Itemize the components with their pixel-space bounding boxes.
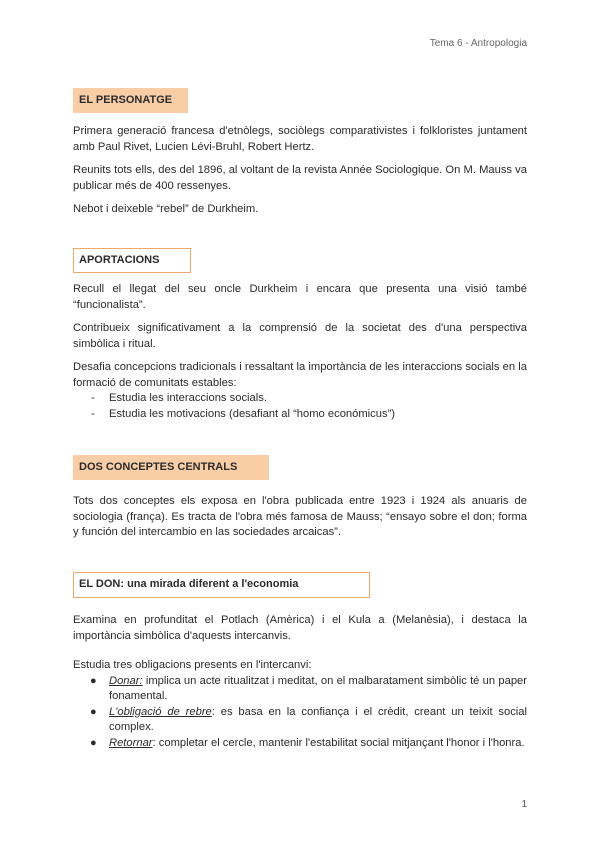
obligation-term: Retornar (109, 736, 153, 749)
paragraph: Desafia concepcions tradicionals i ressaltant la importància de les interaccions socials en la formació de comunitats estables: (73, 361, 527, 389)
list-item (73, 705, 527, 736)
obligation-term: Donar: (109, 674, 143, 687)
section-heading-don: EL DON: una mirada diferent a l'economia (73, 572, 370, 598)
list-item (73, 736, 527, 752)
paragraph: Reunits tots ells, des del 1896, al voltant de la revista Année Sociologique. On M. Mauss va publicar més de 400 ressenyes. (73, 164, 527, 192)
paragraph: Recull el llegat del seu oncle Durkheim i encara que presenta una visió també “funcionalista”. (73, 283, 527, 311)
section-heading-conceptes: DOS CONCEPTES CENTRALS (73, 455, 269, 480)
dash-marker: - (91, 407, 95, 420)
obligation-text: : completar el cercle, mantenir l'estabilitat social mitjançant l'honor i l'honra. (152, 736, 525, 749)
section-body-personatge (73, 124, 527, 218)
list-item (73, 674, 527, 705)
bullet-icon: ● (90, 705, 97, 718)
obligation-text: : es basa en la confiança i el crèdit, creant un teixit social complex. (109, 705, 528, 733)
page-number: 1 (521, 799, 527, 810)
motivations-list (73, 391, 527, 422)
paragraph: Nebot i deixeble “rebel” de Durkheim. (73, 203, 259, 215)
paragraph: Primera generació francesa d'etnòlegs, sociòlegs comparativistes i folkloristes juntament amb Paul Rivet, Lucien Lévi-Bruhl, Robert Hertz. (73, 125, 527, 153)
list-item-text: Estudia les motivacions (desafiant al “homo económicus”) (109, 407, 396, 420)
obligations-list (73, 674, 527, 752)
paragraph: Tots dos conceptes els exposa en l'obra publicada entre 1923 i 1924 als anuaris de sociologia (frança). Es tracta de l'obra més famosa de Mauss; “ensayo sobre el don; forma y función del intercambio en las sociedades arcaicas”. (73, 495, 527, 538)
section-body-don (73, 613, 527, 751)
obligation-term: L'obligació de rebre (109, 705, 212, 718)
bullet-icon: ● (90, 736, 97, 749)
section-body-conceptes (73, 494, 527, 541)
list-item (73, 391, 527, 407)
section-body-aportacions (73, 282, 527, 422)
list-item (73, 407, 527, 423)
section-heading-aportacions: APORTACIONS (73, 248, 191, 273)
obligation-text: implica un acte ritualitzat i meditat, on el malbaratament simbòlic té un paper fonamental. (109, 674, 527, 702)
page-header: Tema 6 - Antropologia (429, 38, 527, 49)
paragraph: Examina en profunditat el Potlach (Amèrica) i el Kula a (Melanèsia), i destaca la importància simbòlica d'aquests intercanvis. (73, 614, 527, 642)
paragraph: Contribueix significativament a la comprensió de la societat des d'una perspectiva simbòlica i ritual. (73, 322, 527, 350)
list-item-text: Estudia les interaccions socials. (109, 392, 267, 404)
bullet-icon: ● (90, 674, 97, 687)
dash-marker: - (91, 392, 95, 404)
paragraph: Estudia tres obligacions presents en l'intercanvi: (73, 659, 312, 671)
section-heading-personatge: EL PERSONATGE (73, 88, 188, 113)
